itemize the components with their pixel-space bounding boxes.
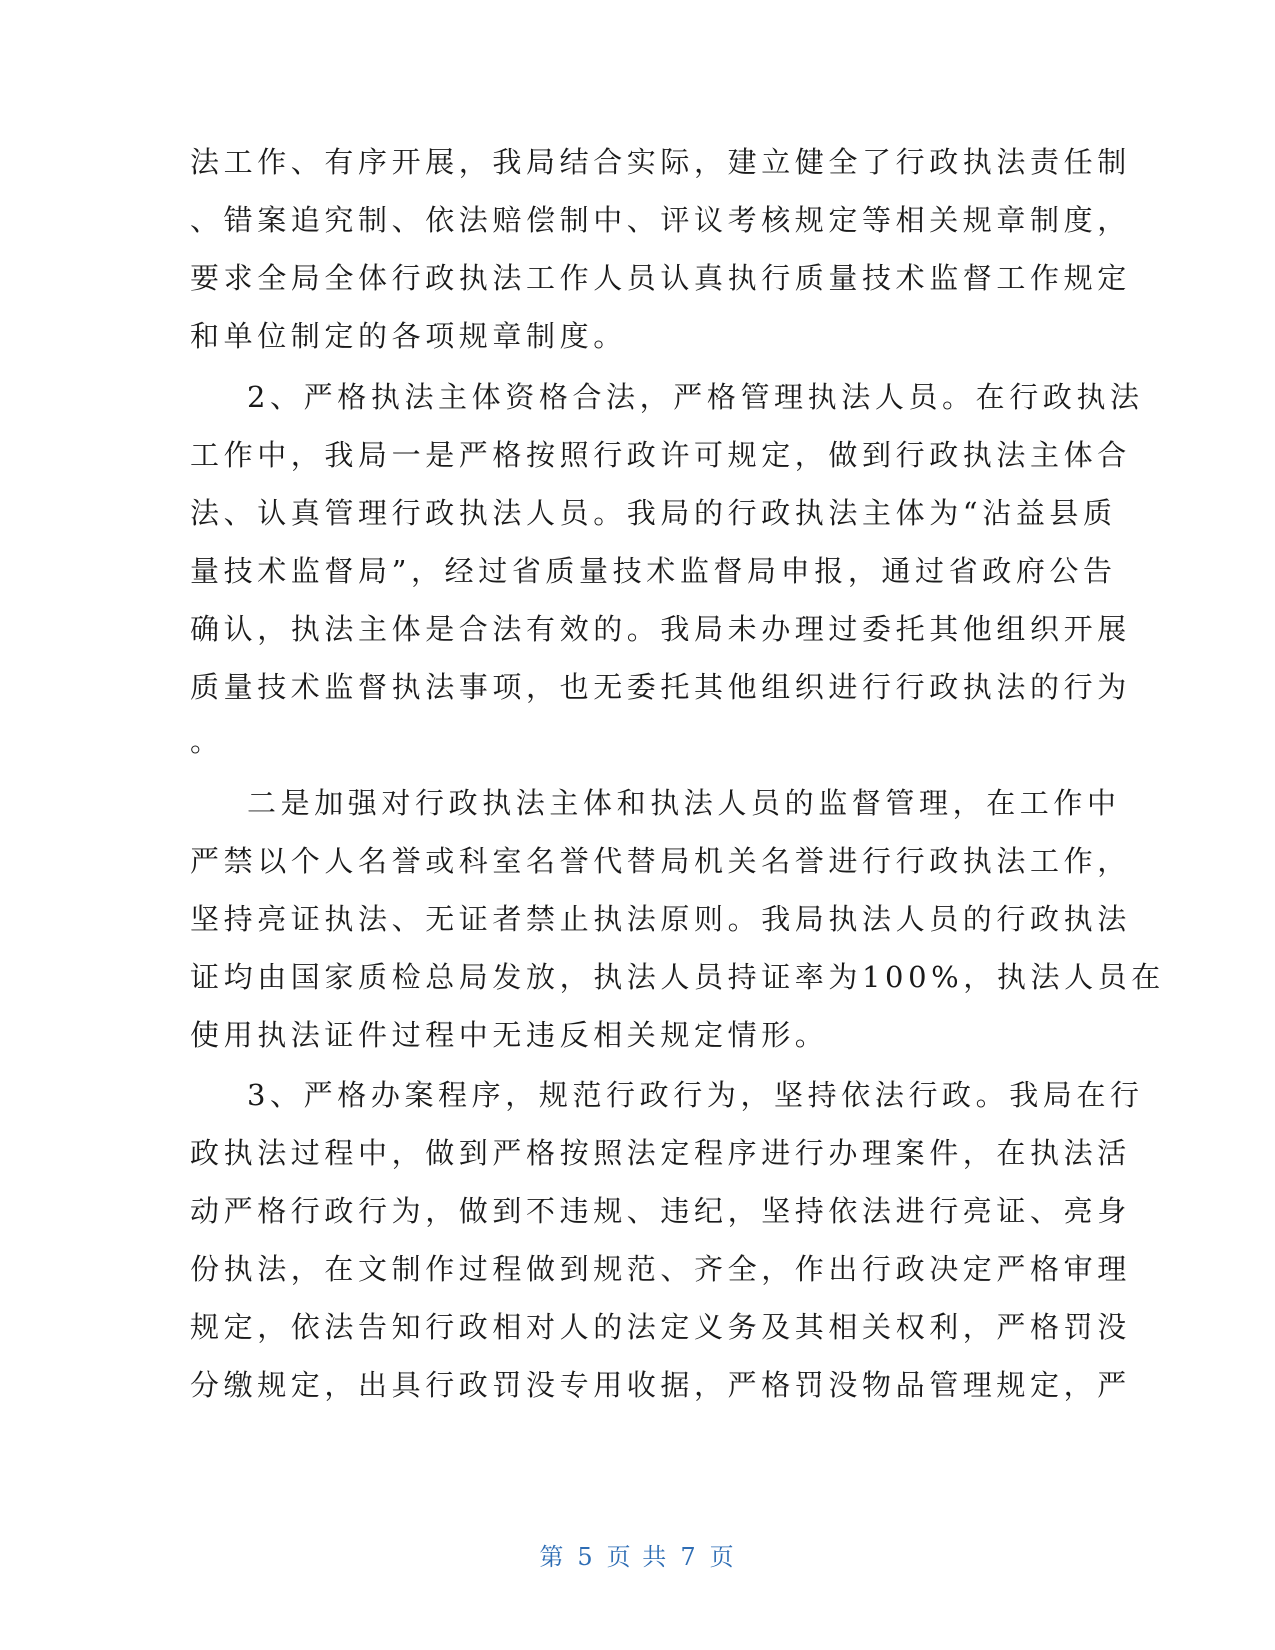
footer-prefix: 第 <box>539 1543 566 1571</box>
body-line: 要求全局全体行政执法工作人员认真执行质量技术监督工作规定 <box>190 261 1131 295</box>
current-page-number: 5 <box>577 1543 595 1571</box>
body-line: 2、严格执法主体资格合法，严格管理执法人员。在行政执法 <box>247 380 1144 414</box>
body-line: 分缴规定，出具行政罚没专用收据，严格罚没物品管理规定，严 <box>190 1368 1131 1402</box>
body-line: 政执法过程中，做到严格按照法定程序进行办理案件，在执法活 <box>190 1136 1131 1170</box>
footer-middle: 页 共 <box>606 1543 669 1571</box>
body-line: 3、严格办案程序，规范行政行为，坚持依法行政。我局在行 <box>247 1078 1144 1112</box>
body-line: 工作中，我局一是严格按照行政许可规定，做到行政执法主体合 <box>190 438 1131 472</box>
body-line: 质量技术监督执法事项，也无委托其他组织进行行政执法的行为 <box>190 670 1131 704</box>
body-line: 严禁以个人名誉或科室名誉代替局机关名誉进行行政执法工作， <box>190 844 1131 878</box>
body-line: 和单位制定的各项规章制度。 <box>190 319 627 353</box>
total-pages-number: 7 <box>680 1543 698 1571</box>
body-line: 二是加强对行政执法主体和执法人员的监督管理，在工作中 <box>247 786 1121 820</box>
body-line: 使用执法证件过程中无违反相关规定情形。 <box>190 1018 829 1052</box>
body-line: 确认，执法主体是合法有效的。我局未办理过委托其他组织开展 <box>190 612 1131 646</box>
body-line: 量技术监督局”，经过省质量技术监督局申报，通过省政府公告 <box>190 554 1117 588</box>
page-footer <box>0 1537 1275 1572</box>
body-line: 规定，依法告知行政相对人的法定义务及其相关权利，严格罚没 <box>190 1310 1131 1344</box>
body-line: 份执法，在文制作过程做到规范、齐全，作出行政决定严格审理 <box>190 1252 1131 1286</box>
footer-suffix: 页 <box>709 1543 736 1571</box>
body-line: 动严格行政行为，做到不违规、违纪，坚持依法进行亮证、亮身 <box>190 1194 1131 1228</box>
body-line: 法、认真管理行政执法人员。我局的行政执法主体为“沾益县质 <box>190 496 1117 530</box>
body-line: 、错案追究制、依法赔偿制中、评议考核规定等相关规章制度， <box>190 203 1131 237</box>
body-line: 。 <box>190 724 224 758</box>
body-line: 坚持亮证执法、无证者禁止执法原则。我局执法人员的行政执法 <box>190 902 1131 936</box>
body-line: 证均由国家质检总局发放，执法人员持证率为100%，执法人员在 <box>190 960 1165 994</box>
body-line: 法工作、有序开展，我局结合实际，建立健全了行政执法责任制 <box>190 145 1131 179</box>
